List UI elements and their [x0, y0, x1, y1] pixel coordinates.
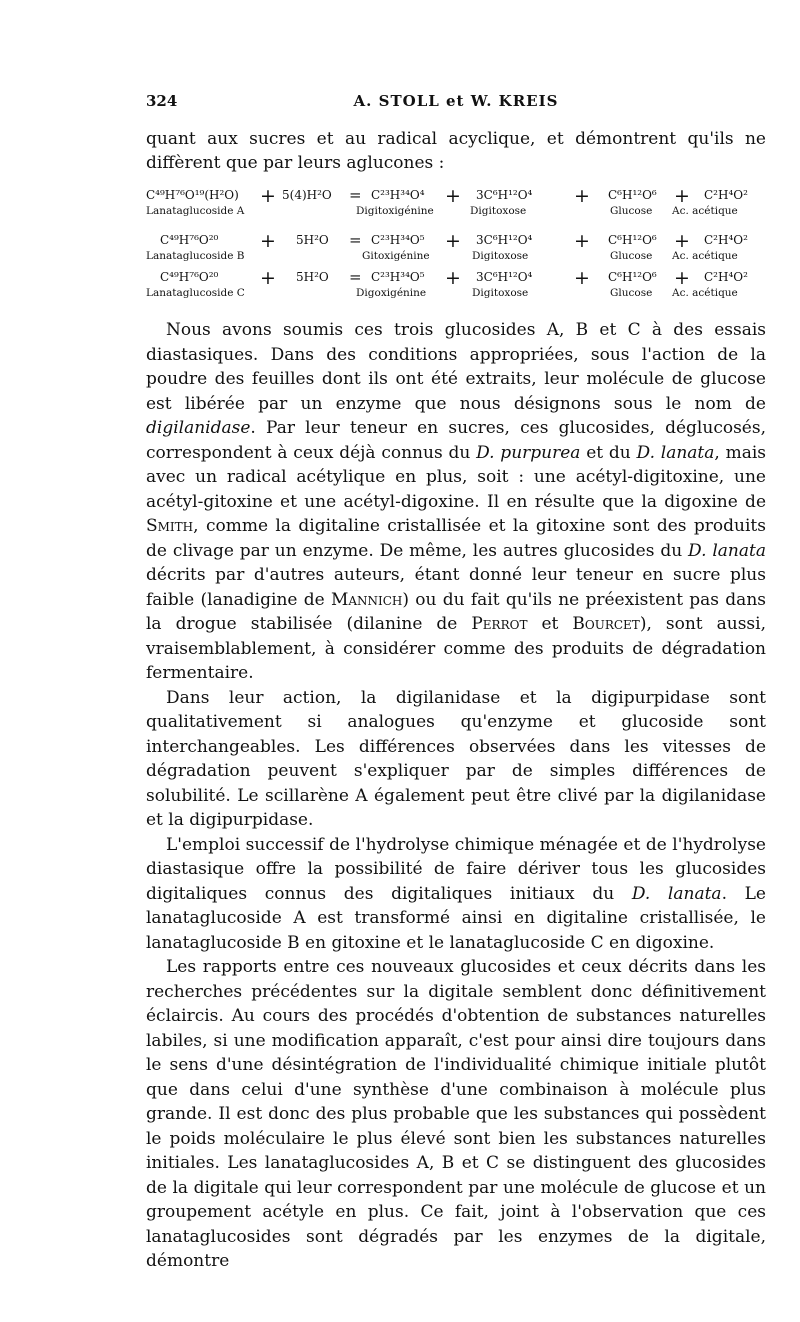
plus-sign: + [445, 230, 461, 252]
sugar-formula: 3C⁶H¹²O⁴ [476, 233, 533, 247]
text-run: , mais avec un radical acétylique en plus, soit : une acétyl-digitoxine, une acétyl-gitoxine et une acétyl-digoxine. Il en résulte que la digoxine de [146, 442, 767, 512]
text-run: L'emploi successif de l'hydrolyse chimique ménagée et de l'hydrolyse diastasique offre la possibilité de faire dériver tous les glucosides digitaliques connus des digitaliques initiaux du [146, 834, 766, 904]
italic-term: digilanidase [146, 418, 251, 438]
glucose-name: Glucose [610, 250, 653, 262]
reactant-name: Lanataglucoside B [146, 250, 245, 262]
acid-formula: C²H⁴O² [704, 233, 748, 247]
sugar-formula: 3C⁶H¹²O⁴ [476, 270, 533, 284]
glucose-formula: C⁶H¹²O⁶ [608, 233, 657, 247]
aglucone-name: Gitoxigénine [362, 250, 430, 262]
plus-sign: + [674, 185, 690, 207]
body-text [146, 318, 766, 1274]
plus-sign: + [260, 185, 276, 207]
glucose-name: Glucose [610, 205, 653, 217]
paragraph-1 [146, 318, 766, 686]
text-run: Nous avons soumis ces trois glucosides A, B et C à des essais diastasiques. Dans des conditions appropriées, sous l'action de la poudre des feuilles dont ils ont été extraits, leur molécule de glucose est libérée par un enzyme que nous désignons sous le nom de [146, 320, 766, 414]
aglucone-name: Digitoxigénine [356, 205, 434, 217]
glucose-formula: C⁶H¹²O⁶ [608, 270, 657, 284]
reactant-name: Lanataglucoside C [146, 287, 245, 299]
equals-sign: = [349, 231, 362, 249]
text-run: et [527, 614, 573, 634]
glucose-formula: C⁶H¹²O⁶ [608, 188, 657, 202]
text-run: . Le lanataglucoside A est transformé ainsi en digitaline cristallisée, le lanataglucoside B en gitoxine et le lanataglucoside C en digoxine. [146, 883, 766, 953]
water-formula: 5H²O [296, 233, 329, 247]
text-run: décrits par d'autres auteurs, étant donné leur teneur en sucre plus faible (lanadigine de [146, 565, 766, 610]
sugar-name: Digitoxose [472, 287, 529, 299]
paragraph-3 [146, 833, 766, 956]
acid-name: Ac. acétique [672, 205, 738, 217]
paragraph-2: Dans leur action, la digilanidase et la digipurpidase sont qualitativement si analogues qu'enzyme et glucoside sont interchangeables. Les différences observées dans les vitesses de dégradation peuvent s'expliquer par de simples différences de solubilité. Le scillarène A également peut être clivé par la digilanidase et la digipurpidase. [146, 687, 766, 830]
sugar-name: Digitoxose [472, 250, 529, 262]
author-name: Perrot [471, 614, 528, 634]
italic-term: D. lanata [631, 883, 722, 904]
italic-term: D. lanata [636, 442, 715, 463]
reactant-formula: C⁴⁹H⁷⁶O²⁰ [160, 233, 219, 247]
text-run: ), sont aussi, vraisemblablement, à considérer comme des produits de dégradation fermentaire. [146, 614, 766, 683]
acid-name: Ac. acétique [672, 250, 738, 262]
sugar-formula: 3C⁶H¹²O⁴ [476, 188, 533, 202]
plus-sign: + [574, 230, 590, 252]
aglucone-formula: C²³H³⁴O⁵ [371, 233, 425, 247]
equation-lanataglucoside-a [146, 185, 766, 230]
acid-name: Ac. acétique [672, 287, 738, 299]
reactant-formula: C⁴⁹H⁷⁶O¹⁹(H²O) [146, 188, 239, 202]
glucose-name: Glucose [610, 287, 653, 299]
equation-lanataglucoside-c [146, 267, 766, 312]
plus-sign: + [260, 267, 276, 289]
text-run: et du [580, 442, 637, 463]
plus-sign: + [445, 267, 461, 289]
acid-formula: C²H⁴O² [704, 188, 748, 202]
equals-sign: = [349, 268, 362, 286]
intro-text: quant aux sucres et au radical acyclique, et démontrent qu'ils ne diffèrent que par leurs aglucones : [146, 129, 766, 173]
aglucone-formula: C²³H³⁴O⁴ [371, 188, 425, 202]
plus-sign: + [574, 267, 590, 289]
plus-sign: + [574, 185, 590, 207]
water-formula: 5H²O [296, 270, 329, 284]
aglucone-name: Digoxigénine [356, 287, 427, 299]
reactant-name: Lanataglucoside A [146, 205, 245, 217]
italic-term: D. lanata [688, 540, 766, 561]
aglucone-formula: C²³H³⁴O⁵ [371, 270, 425, 284]
plus-sign: + [674, 230, 690, 252]
running-head: A. STOLL et W. KREIS [353, 92, 559, 110]
sugar-name: Digitoxose [470, 205, 527, 217]
equals-sign: = [349, 186, 362, 204]
author-name: Bourcet [572, 614, 640, 634]
italic-term: D. purpurea [476, 442, 581, 463]
plus-sign: + [260, 230, 276, 252]
page-number: 324 [146, 92, 178, 110]
text-run: . Par leur teneur en sucres, ces glucosides, déglucosés, correspondent à ceux déjà connus du [146, 418, 766, 463]
water-formula: 5(4)H²O [282, 188, 332, 202]
reactant-formula: C⁴⁹H⁷⁶O²⁰ [160, 270, 219, 284]
text-run: ) ou du fait qu'ils ne préexistent pas dans la drogue stabilisée (dilanine de [146, 589, 766, 634]
author-name: Mannich [330, 589, 403, 610]
plus-sign: + [445, 185, 461, 207]
page-header [146, 92, 766, 116]
paragraph-4: Les rapports entre ces nouveaux glucosides et ceux décrits dans les recherches précédentes sur la digitale semblent donc définitivement éclaircis. Au cours des procédés d'obtention de substances naturelles labiles, si une modification apparaît, c'est pour ainsi dire toujours dans le sens d'une désintégration de l'individualité chimique initiale plutôt que dans celui d'une synthèse d'une combinaison à molécule plus grande. Il est donc des plus probable que les substances qui possèdent le poids moléculaire le plus élevé sont bien les substances naturelles initiales. Les lanataglucosides A, B et C se distinguent des glucosides de la digitale qui leur correspondent par une molécule de glucose et un groupement acétyle en plus. Ce fait, joint à l'observation que ces lanataglucosides sont dégradés par les enzymes de la digitale, démontre [146, 957, 766, 1271]
text-run: , comme la digitaline cristallisée et la gitoxine sont des produits de clivage par un enzyme. De même, les autres glucosides du [146, 516, 766, 561]
author-name: Smith [146, 516, 194, 536]
plus-sign: + [674, 267, 690, 289]
acid-formula: C²H⁴O² [704, 270, 748, 284]
